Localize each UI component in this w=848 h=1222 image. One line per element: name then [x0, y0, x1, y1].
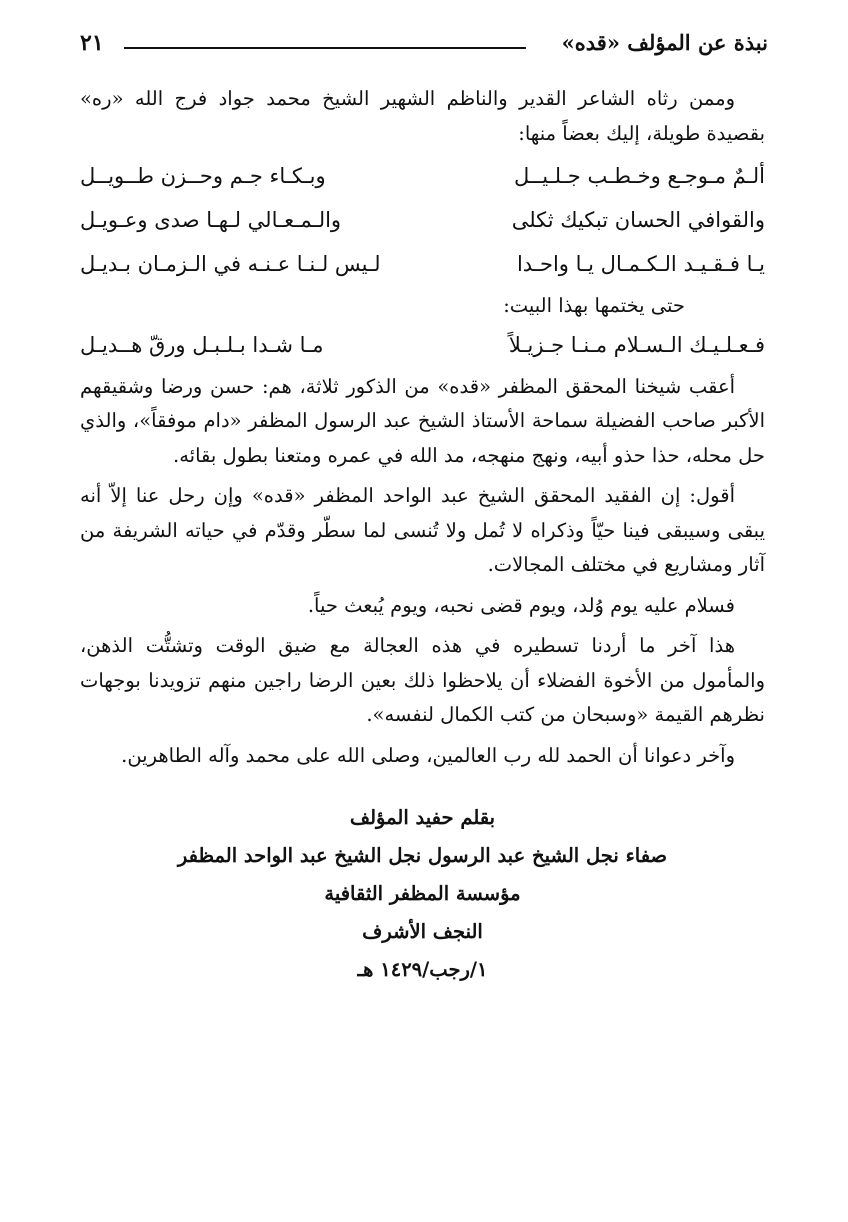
- intro-line-2: بقصيدة طويلة، إليك بعضاً منها:: [518, 121, 765, 145]
- paragraph-sons: أعقب شيخنا المحقق المظفر «قده» من الذكور ثلاثة، هم: حسن ورضا وشقيقهم الأكبر صاحب الفضيلة سماحة الأستاذ الشيخ عبد الرسول المظفر «دام موفقاً»، والذي حل محله، حذا حذو أبيه، ونهج منهجه، مد الله في عمره ومتعنا بطول بقائه.: [80, 374, 765, 467]
- verse-3: [80, 245, 765, 283]
- closing-verse: [80, 326, 765, 364]
- header-rule: [124, 47, 526, 49]
- signature-author: صفاء نجل الشيخ عبد الرسول نجل الشيخ عبد الواحد المظفر: [177, 844, 668, 867]
- signature-city: النجف الأشرف: [362, 920, 483, 943]
- signature-block: [80, 799, 765, 989]
- paragraph-tribute: أقول: إن الفقيد المحقق الشيخ عبد الواحد المظفر «قده» وإن رحل عنا إلاّ أنه يبقى وسيبقى فينا حيّاً وذكراه لا تُمل ولا تُنسى لما سطّر وقدّم في حياته الشريفة من آثار ومشاريع في مختلف المجالات.: [80, 484, 765, 576]
- signature-date: ١/رجب/١٤٢٩ هـ: [357, 958, 488, 981]
- verse-1-second-hemistich: وبـكـاء جـم وحــزن طــويــل: [80, 164, 326, 188]
- verse-3-first-hemistich: يـا فـقـيـد الـكـمـال يـا واحـدا: [516, 252, 765, 276]
- running-header: [80, 30, 768, 60]
- closing-verse-first-hemistich: فـعـلـيـك الـسـلام مـنـا جـزيـلاً: [508, 332, 765, 357]
- verse-2-second-hemistich: والـمـعـالي لـهـا صدى وعـويـل: [80, 208, 342, 232]
- closing-intro: حتى يختمها بهذا البيت:: [503, 294, 685, 317]
- intro-paragraph: [80, 82, 765, 151]
- verse-1-first-hemistich: ألـمٌ مـوجـع وخـطـب جـلـيــل: [513, 164, 765, 188]
- page-number: ٢١: [80, 30, 104, 56]
- closing-verse-second-hemistich: مـا شـدا بـلـبـل ورقّ هــديـل: [80, 332, 324, 357]
- running-title: نبذة عن المؤلف «قده»: [561, 30, 768, 55]
- paragraph-conclusion: هذا آخر ما أردنا تسطيره في هذه العجالة مع ضيق الوقت وتشتُّت الذهن، والمأمول من الأخوة الفضلاء أن يلاحظوا ذلك بعين الرضا راجين منهم تزويدنا بوجهات نظرهم القيمة «وسبحان من كتب الكمال لنفسه».: [80, 634, 765, 726]
- page-body: [80, 82, 765, 989]
- signature-institution: مؤسسة المظفر الثقافية: [324, 882, 521, 905]
- intro-line-1: وممن رثاه الشاعر القدير والناظم الشهير الشيخ محمد جواد فرج الله «ره»: [80, 87, 735, 110]
- verse-2-first-hemistich: والقوافي الحسان تبكيك ثكلى: [511, 208, 765, 232]
- paragraph-salutation: فسلام عليه يوم وُلد، ويوم قضى نحبه، ويوم يُبعث حياً.: [307, 593, 735, 617]
- verse-2: [80, 201, 765, 239]
- verse-1: [80, 157, 765, 195]
- paragraph-closing-prayer: وآخر دعوانا أن الحمد لله رب العالمين، وصلى الله على محمد وآله الطاهرين.: [121, 743, 735, 767]
- verse-3-second-hemistich: لـيس لـنـا عـنـه في الـزمـان بـديـل: [80, 252, 381, 276]
- signature-byline: بقلم حفيد المؤلف: [349, 806, 496, 829]
